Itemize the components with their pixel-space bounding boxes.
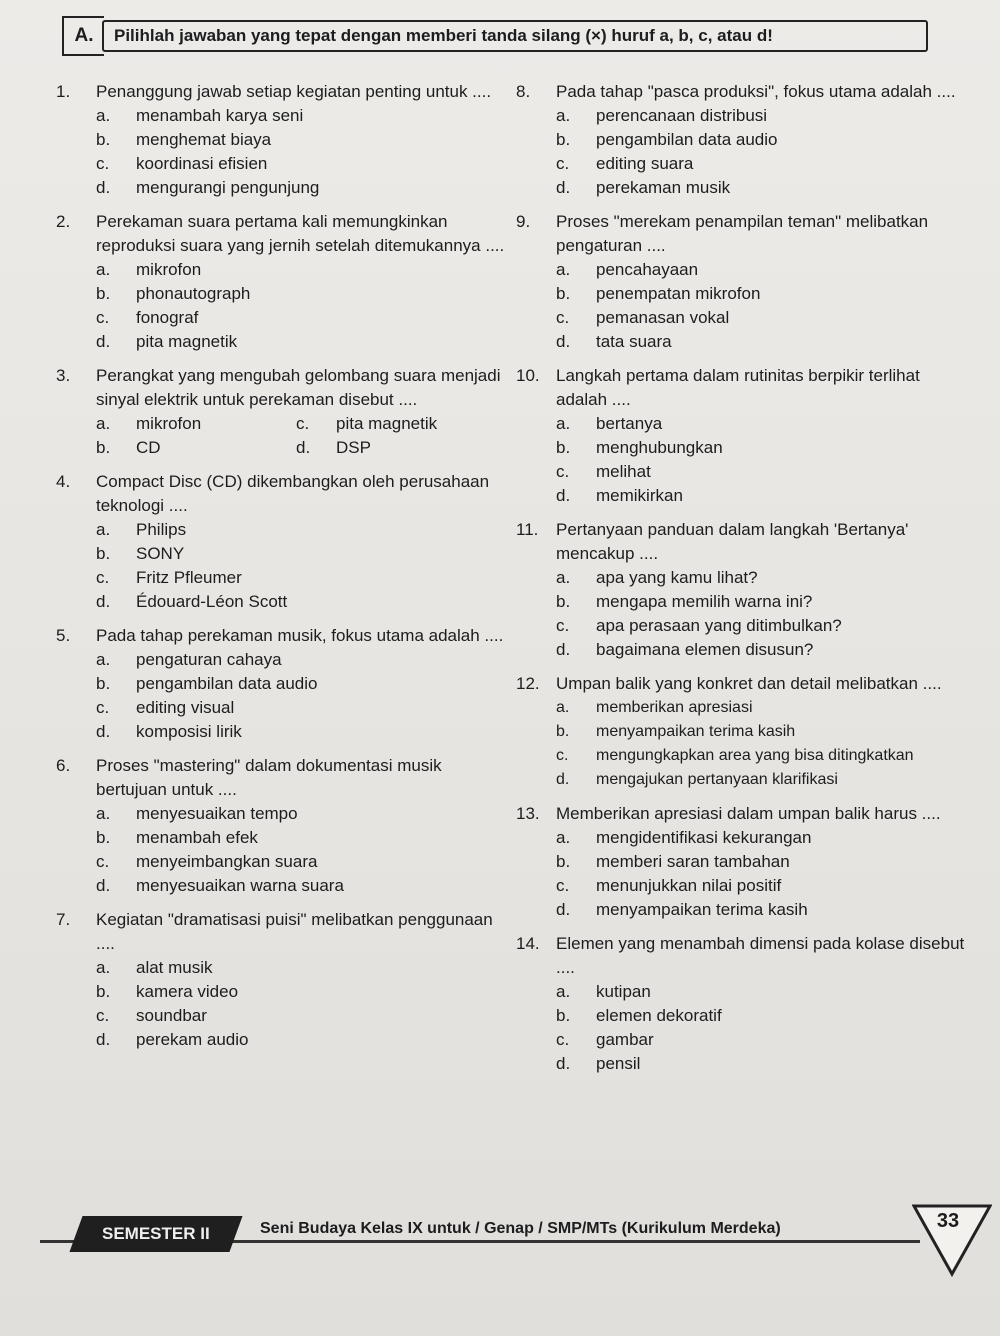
option[interactable]: c. Fritz Pfleumer (96, 568, 242, 587)
question-12 (516, 672, 966, 792)
question-number: 3. (56, 366, 71, 385)
question-number: 5. (56, 626, 71, 645)
option[interactable]: c. pita magnetik (296, 414, 438, 433)
option[interactable]: d. mengurangi pengunjung (96, 178, 320, 197)
option[interactable]: b. penempatan mikrofon (556, 284, 761, 303)
question-number: 4. (56, 472, 71, 491)
option[interactable]: b. elemen dekoratif (556, 1006, 722, 1025)
question-7 (56, 908, 506, 1052)
option[interactable]: d. DSP (296, 438, 371, 457)
question-number: 10. (516, 366, 540, 385)
option[interactable]: d. pensil (556, 1054, 641, 1073)
option[interactable]: d. pita magnetik (96, 332, 238, 351)
option[interactable]: c. koordinasi efisien (96, 154, 268, 173)
page-number: 33 (936, 1210, 960, 1232)
option[interactable]: c. mengungkapkan area yang bisa ditingkatkan (556, 747, 914, 764)
question-number: 8. (516, 82, 531, 101)
option[interactable]: a. bertanya (556, 414, 663, 433)
option[interactable]: a. alat musik (96, 958, 213, 977)
question-text: Pada tahap "pasca produksi", fokus utama adalah .... (556, 82, 956, 101)
question-13 (516, 802, 966, 922)
option[interactable]: a. mengidentifikasi kekurangan (556, 828, 812, 847)
option[interactable]: b. menghubungkan (556, 438, 723, 457)
option[interactable]: d. menyesuaikan warna suara (96, 876, 344, 895)
option[interactable]: a. mikrofon (96, 414, 202, 433)
option[interactable]: a. mikrofon (96, 260, 202, 279)
option[interactable]: d. bagaimana elemen disusun? (556, 640, 814, 659)
option[interactable]: d. Édouard-Léon Scott (96, 592, 288, 611)
question-11 (516, 518, 966, 662)
question-3 (56, 364, 506, 460)
option[interactable]: c. editing visual (96, 698, 235, 717)
option[interactable]: b. menambah efek (96, 828, 258, 847)
option[interactable]: b. pengambilan data audio (556, 130, 778, 149)
option[interactable]: d. komposisi lirik (96, 722, 242, 741)
question-text: Penanggung jawab setiap kegiatan penting untuk .... (96, 82, 492, 101)
option[interactable]: b. kamera video (96, 982, 239, 1001)
question-text: Kegiatan "dramatisasi puisi" melibatkan penggunaan .... (96, 910, 493, 953)
question-number: 14. (516, 934, 540, 953)
option[interactable]: c. pemanasan vokal (556, 308, 730, 327)
option[interactable]: a. pencahayaan (556, 260, 699, 279)
option[interactable]: c. apa perasaan yang ditimbulkan? (556, 616, 842, 635)
option[interactable]: a. memberikan apresiasi (556, 699, 753, 716)
semester-badge: SEMESTER II (69, 1216, 242, 1252)
option[interactable]: b. CD (96, 438, 161, 457)
question-14 (516, 932, 966, 1076)
question-number: 6. (56, 756, 71, 775)
option[interactable]: d. menyampaikan terima kasih (556, 900, 808, 919)
option[interactable]: b. pengambilan data audio (96, 674, 318, 693)
option[interactable]: c. menyeimbangkan suara (96, 852, 318, 871)
option[interactable]: c. melihat (556, 462, 651, 481)
option[interactable]: b. SONY (96, 544, 185, 563)
option[interactable]: a. kutipan (556, 982, 651, 1001)
question-number: 1. (56, 82, 71, 101)
option[interactable]: d. tata suara (556, 332, 672, 351)
option[interactable]: c. soundbar (96, 1006, 207, 1025)
question-number: 9. (516, 212, 531, 231)
option[interactable]: d. memikirkan (556, 486, 683, 505)
question-number: 7. (56, 910, 71, 929)
question-text: Pertanyaan panduan dalam langkah 'Bertanya' mencakup .... (556, 520, 909, 563)
option[interactable]: b. menyampaikan terima kasih (556, 723, 796, 740)
question-text: Pada tahap perekaman musik, fokus utama adalah .... (96, 626, 504, 645)
option[interactable]: b. menghemat biaya (96, 130, 272, 149)
option[interactable]: c. editing suara (556, 154, 694, 173)
question-text: Perangkat yang mengubah gelombang suara menjadi sinyal elektrik untuk perekaman disebut .... (96, 366, 501, 409)
question-text: Perekaman suara pertama kali memungkinkan reproduksi suara yang jernih setelah ditemukannya .... (96, 212, 505, 255)
question-number: 2. (56, 212, 71, 231)
question-text: Langkah pertama dalam rutinitas berpikir terlihat adalah .... (556, 366, 920, 409)
left-column (56, 80, 506, 1062)
right-column (516, 80, 966, 1086)
page-footer (40, 1208, 990, 1268)
instruction-text: Pilihlah jawaban yang tepat dengan memberi tanda silang (×) huruf a, b, c, atau d! (102, 20, 928, 52)
option[interactable]: c. menunjukkan nilai positif (556, 876, 782, 895)
option[interactable]: c. fonograf (96, 308, 199, 327)
option[interactable]: a. menyesuaikan tempo (96, 804, 298, 823)
option[interactable]: a. pengaturan cahaya (96, 650, 282, 669)
question-6 (56, 754, 506, 898)
question-text: Proses "merekam penampilan teman" melibatkan pengaturan .... (556, 212, 929, 255)
option[interactable]: b. mengapa memilih warna ini? (556, 592, 813, 611)
question-1 (56, 80, 506, 200)
option[interactable]: a. perencanaan distribusi (556, 106, 768, 125)
option[interactable]: a. Philips (96, 520, 187, 539)
book-title: Seni Budaya Kelas IX untuk / Genap / SMP/MTs (Kurikulum Merdeka) (260, 1220, 781, 1237)
question-2 (56, 210, 506, 354)
option[interactable]: a. apa yang kamu lihat? (556, 568, 758, 587)
option[interactable]: a. menambah karya seni (96, 106, 304, 125)
option[interactable]: b. memberi saran tambahan (556, 852, 790, 871)
question-text: Memberikan apresiasi dalam umpan balik harus .... (556, 804, 941, 823)
question-4 (56, 470, 506, 614)
question-10 (516, 364, 966, 508)
option[interactable]: b. phonautograph (96, 284, 251, 303)
question-9 (516, 210, 966, 354)
question-text: Elemen yang menambah dimensi pada kolase disebut .... (556, 934, 965, 977)
option[interactable]: c. gambar (556, 1030, 654, 1049)
question-8 (516, 80, 966, 200)
question-text: Compact Disc (CD) dikembangkan oleh perusahaan teknologi .... (96, 472, 490, 515)
section-header (62, 16, 932, 56)
question-5 (56, 624, 506, 744)
question-text: Umpan balik yang konkret dan detail melibatkan .... (556, 674, 942, 693)
question-number: 11. (516, 520, 539, 539)
question-number: 12. (516, 674, 540, 693)
question-text: Proses "mastering" dalam dokumentasi musik bertujuan untuk .... (96, 756, 442, 799)
option[interactable]: d. perekaman musik (556, 178, 731, 197)
option[interactable]: d. mengajukan pertanyaan klarifikasi (556, 771, 838, 788)
option[interactable]: d. perekam audio (96, 1030, 249, 1049)
question-number: 13. (516, 804, 540, 823)
section-letter: A. (62, 16, 104, 56)
